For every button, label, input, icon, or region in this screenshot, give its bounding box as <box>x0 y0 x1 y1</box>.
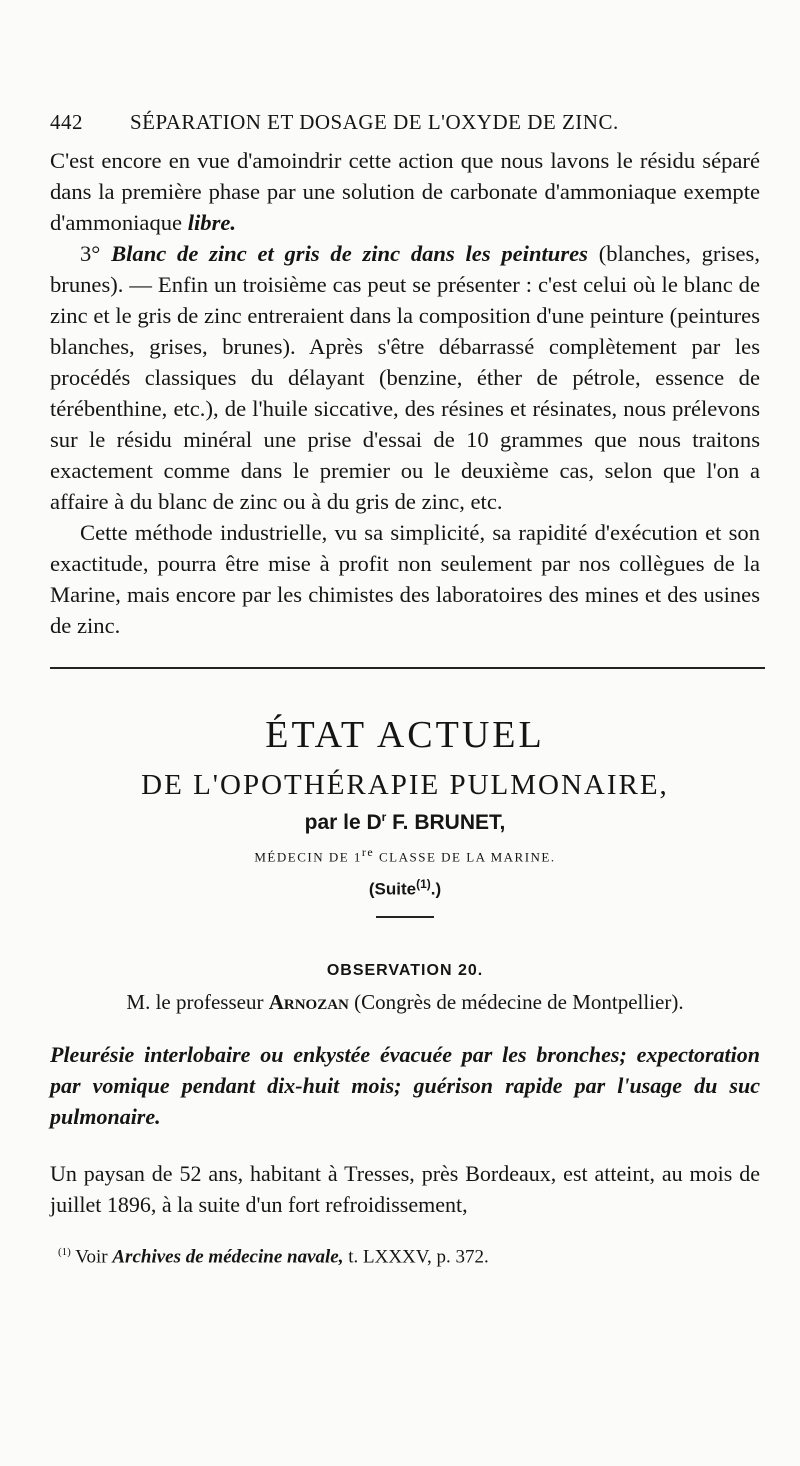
footnote-text: t. LXXXV, p. 372. <box>343 1246 489 1268</box>
author-line <box>50 810 760 835</box>
article-subtitle: DE L'OPOTHÉRAPIE PULMONAIRE, <box>141 769 669 801</box>
paragraph-text: (blanches, grises, brunes). — Enfin un troisième cas peut se présenter : c'est celui où le blanc de zinc et le gris de zinc entreraient dans la composition d'une peinture (peintures blanches, grises, brunes). Après s'être débarrassé complètement par les procédés classiques du délayant (benzine, éther de pétrole, essence de térébenthine, etc.), de l'huile siccative, des résines et résinates, nous prélevons sur le résidu minéral une prise d'essai de 10 grammes que nous traitons exactement comme dans le premier ou le deuxième cas, selon que l'on a affaire à du blanc de zinc ou à du gris de zinc, etc. <box>50 241 760 514</box>
short-divider <box>376 916 434 918</box>
paragraph: Cette méthode industrielle, vu sa simplicité, sa rapidité d'exécution et son exactitude, pourra être mise à profit non seulement par nos collègues de la Marine, mais encore par les chimistes des laboratoires des mines et des usines de zinc. <box>50 520 760 638</box>
author-sup: r <box>381 810 387 824</box>
paragraph-text: C'est encore en vue d'amoindrir cette action que nous lavons le résidu séparé dans la première phase par une solution de carbonate d'ammoniaque exempte d'ammoniaque <box>50 148 760 235</box>
suite-text: .) <box>430 879 442 899</box>
article-title: ÉTAT ACTUEL <box>265 714 545 756</box>
ref-text: (Congrès de médecine de Montpellier). <box>348 989 684 1014</box>
paragraph <box>50 145 760 238</box>
body-text <box>50 145 760 641</box>
running-title: SÉPARATION ET DOSAGE DE L'OXYDE DE ZINC. <box>130 110 619 134</box>
rank-sup: re <box>361 845 375 859</box>
footnote <box>50 1246 760 1268</box>
section-number: 3° <box>80 241 101 266</box>
section-heading: Blanc de zinc et gris de zinc dans les peintures <box>111 241 588 266</box>
author-rank <box>50 845 760 865</box>
continuation-note <box>50 877 760 900</box>
author-prefix: par le D <box>304 811 382 834</box>
author-name: F. BRUNET, <box>386 811 506 834</box>
observation-title: OBSERVATION 20. <box>326 961 484 979</box>
page-number: 442 <box>50 110 83 134</box>
footnote-citation: Archives de médecine navale, <box>112 1246 344 1268</box>
footnote-text: Voir <box>70 1246 113 1268</box>
suite-text: (Suite <box>368 879 417 899</box>
paragraph <box>50 238 760 517</box>
footnote-mark: (1) <box>58 1245 71 1258</box>
footnote-ref: (1) <box>416 877 431 892</box>
page <box>50 110 760 1268</box>
rank-text: MÉDECIN DE 1 <box>254 849 362 865</box>
observation-abstract: Pleurésie interlobaire ou enkystée évacuée par les bronches; expectoration par vomique pendant dix-huit mois; guérison rapide par l'usage du suc pulmonaire. <box>50 1041 760 1129</box>
paragraph: Un paysan de 52 ans, habitant à Tresses, près Bordeaux, est atteint, au mois de juillet 1896, à la suite d'un fort refroidissement, <box>50 1160 760 1217</box>
running-header <box>50 110 760 135</box>
ref-name: Arnozan <box>268 989 349 1014</box>
ref-text: M. le professeur <box>126 989 269 1014</box>
section-divider <box>50 667 765 669</box>
observation-reference <box>50 990 760 1015</box>
emphasis-text: libre. <box>187 210 237 235</box>
rank-text: CLASSE DE LA MARINE. <box>374 849 556 865</box>
case-text <box>50 1158 760 1220</box>
